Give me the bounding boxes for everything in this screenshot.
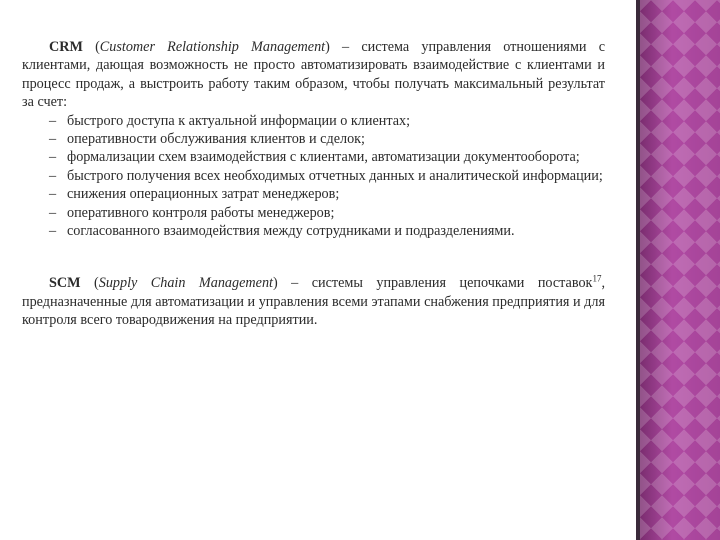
footnote-marker: 17 (592, 273, 602, 284)
crm-full-name: Customer Relationship Management (99, 39, 326, 55)
list-item (22, 222, 605, 240)
list-item (22, 167, 605, 185)
list-item-text: согласованного взаимодействия между сотрудниками и подразделениями. (67, 223, 515, 240)
list-item-text: снижения операционных затрат менеджеров; (67, 186, 340, 203)
scm-abbr: SCM (49, 275, 81, 292)
list-item (22, 204, 605, 222)
list-item-text: формализации схем взаимодействия с клиентами, автоматизации документооборота; (67, 149, 580, 166)
dash-marker: – (49, 112, 57, 129)
scm-definition-text-a: ) – системы управления цепочками поставок (273, 275, 593, 292)
crm-definition-text: ) – система управления отношениями с клиентами, дающая возможность не просто автоматизировать взаимодействие с клиентами и процесс продаж, а выстроить работу таким образом, чтобы получать максимальный результат за счет: (22, 39, 605, 111)
dash-marker: – (49, 186, 57, 203)
crm-open-paren: ( (82, 39, 100, 55)
dash-marker: – (49, 149, 57, 166)
scm-full-name: Supply Chain Management (98, 275, 273, 292)
scm-definition (22, 274, 605, 329)
decorative-side-stripe (640, 0, 720, 540)
list-item-text: быстрого доступа к актуальной информации о клиентах; (67, 112, 411, 129)
list-item-text: быстрого получения всех необходимых отчетных данных и аналитической информации; (67, 167, 603, 184)
crm-definition (22, 38, 605, 112)
scm-definition-text-b: , предназначенные для автоматизации и управления всеми этапами снабжения предприятия и для контроля всего товародвижения на предприятии. (22, 275, 605, 329)
list-item (22, 185, 605, 203)
list-item-text: оперативного контроля работы менеджеров; (67, 204, 335, 221)
dash-marker: – (49, 131, 57, 148)
crm-benefits-list (22, 112, 605, 241)
dash-marker: – (49, 204, 57, 221)
slide-body (22, 38, 605, 330)
list-item (22, 112, 605, 130)
list-item-text: оперативности обслуживания клиентов и сделок; (67, 131, 365, 148)
crm-abbr: CRM (49, 39, 83, 55)
list-item (22, 130, 605, 148)
dash-marker: – (49, 167, 57, 184)
list-item (22, 148, 605, 166)
dash-marker: – (49, 223, 57, 240)
scm-open-paren: ( (80, 275, 99, 292)
